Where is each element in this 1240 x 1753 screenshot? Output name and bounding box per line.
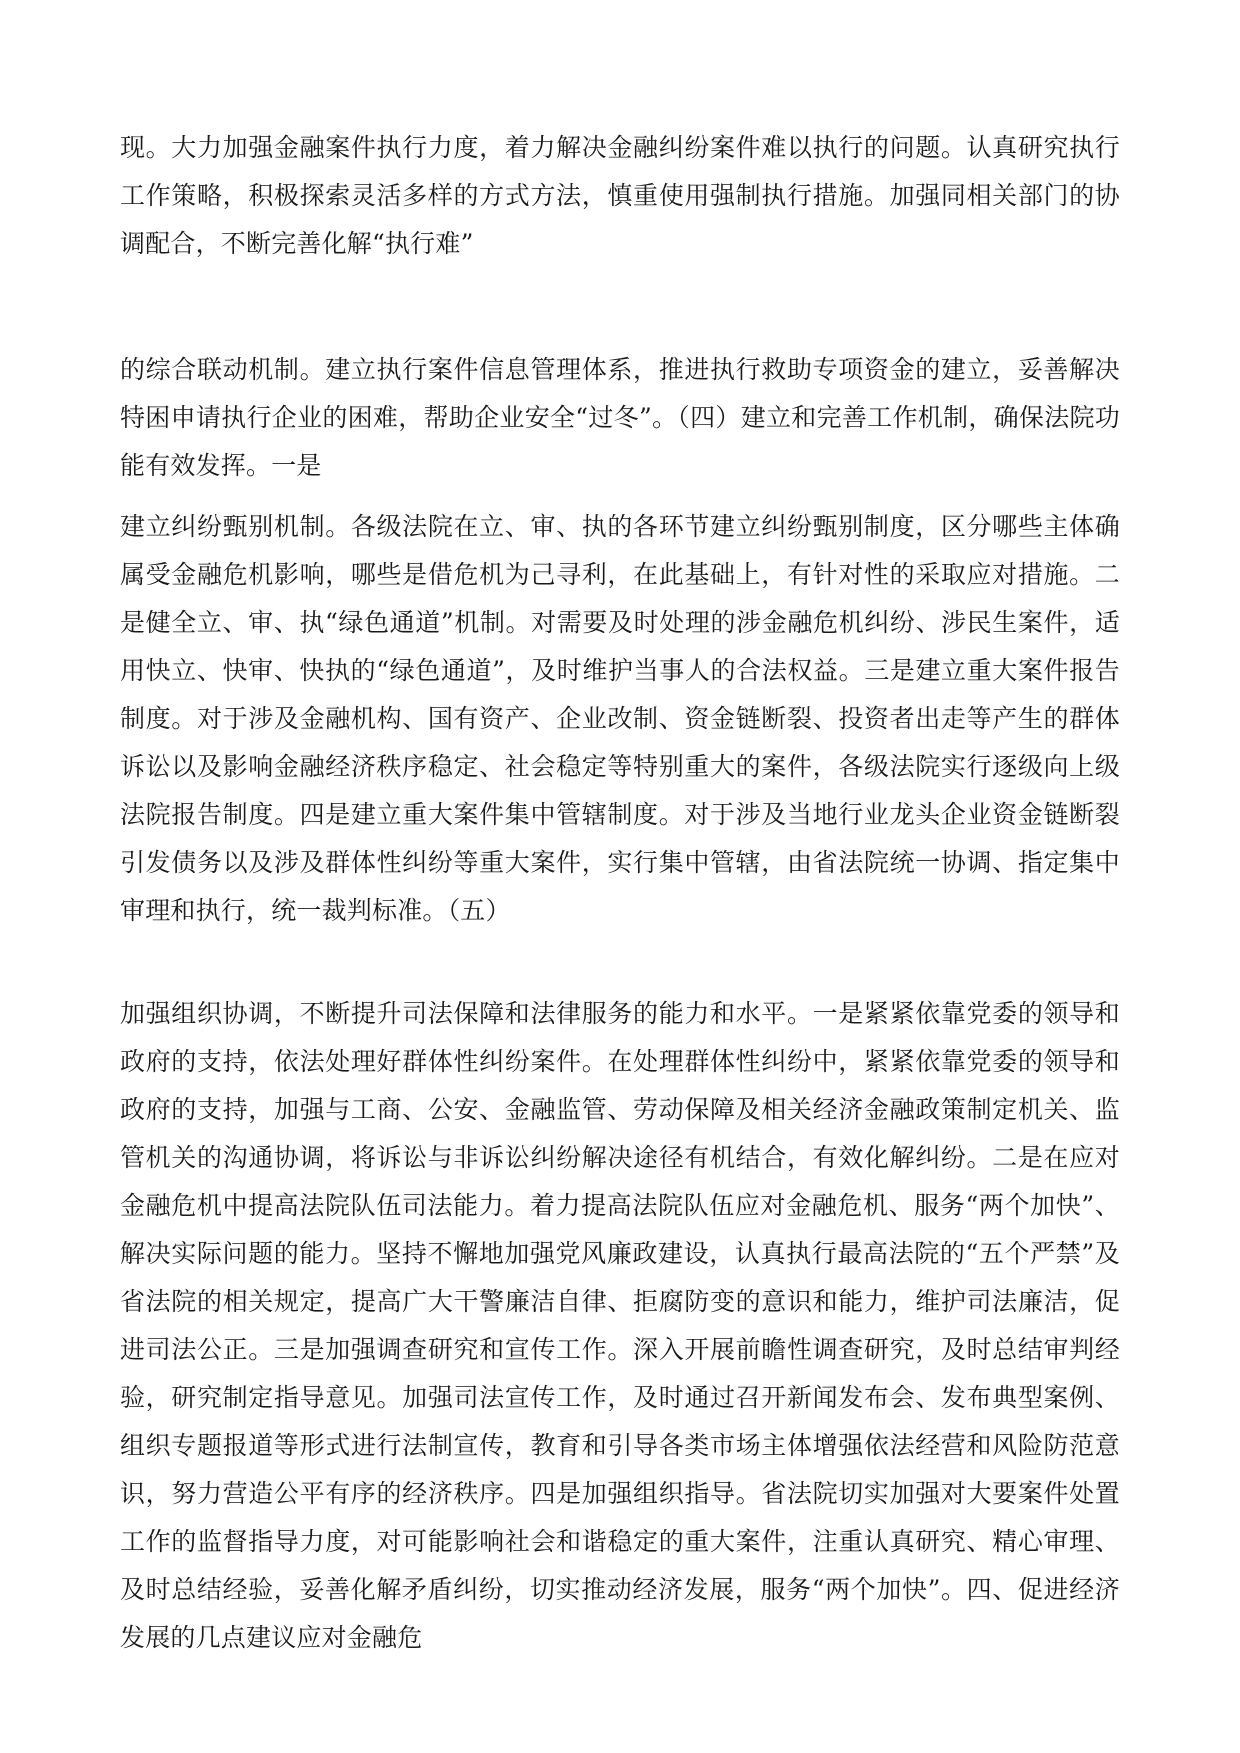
paragraph: 加强组织协调，不断提升司法保障和法律服务的能力和水平。一是紧紧依靠党委的领导和政府的支持，依法处理好群体性纠纷案件。在处理群体性纠纷中，紧紧依靠党委的领导和政府的支持，加强与工商、公安、金融监管、劳动保障及相关经济金融政策制定机关、监管机关的沟通协调，将诉讼与非诉讼纠纷解决途径有机结合，有效化解纠纷。二是在应对金融危机中提高法院队伍司法能力。着力提高法院队伍应对金融危机、服务“两个加快”、解决实际问题的能力。坚持不懈地加强党风廉政建设，认真执行最高法院的“五个严禁”及省法院的相关规定，提高广大干警廉洁自律、拒腐防变的意识和能力，维护司法廉洁，促进司法公正。三是加强调查研究和宣传工作。深入开展前瞻性调查研究，及时总结审判经验，研究制定指导意见。加强司法宣传工作，及时通过召开新闻发布会、发布典型案例、组织专题报道等形式进行法制宣传，教育和引导各类市场主体增强依法经营和风险防范意识，努力营造公平有序的经济秩序。四是加强组织指导。省法院切实加强对大要案件处置工作的监督指导力度，对可能影响社会和谐稳定的重大案件，注重认真研究、精心审理、及时总结经验，妥善化解矛盾纠纷，切实推动经济发展，服务“两个加快”。四、促进经济发展的几点建议应对金融危 <box>120 999 1120 1652</box>
paragraph: 的综合联动机制。建立执行案件信息管理体系，推进执行救助专项资金的建立，妥善解决特困申请执行企业的困难，帮助企业安全“过冬”。（四）建立和完善工作机制，确保法院功能有效发挥。一是 <box>120 355 1120 480</box>
paragraph: 现。大力加强金融案件执行力度，着力解决金融纠纷案件难以执行的问题。认真研究执行工作策略，积极探索灵活多样的方式方法，慎重使用强制执行措施。加强同相关部门的协调配合，不断完善化解“执行难” <box>120 133 1120 258</box>
paragraph: 建立纠纷甄别机制。各级法院在立、审、执的各环节建立纠纷甄别制度，区分哪些主体确属受金融危机影响，哪些是借危机为己寻利，在此基础上，有针对性的采取应对措施。二是健全立、审、执“绿色通道”机制。对需要及时处理的涉金融危机纠纷、涉民生案件，适用快立、快审、快执的“绿色通道”，及时维护当事人的合法权益。三是建立重大案件报告制度。对于涉及金融机构、国有资产、企业改制、资金链断裂、投资者出走等产生的群体诉讼以及影响金融经济秩序稳定、社会稳定等特别重大的案件，各级法院实行逐级向上级法院报告制度。四是建立重大案件集中管辖制度。对于涉及当地行业龙头企业资金链断裂引发债务以及涉及群体性纠纷等重大案件，实行集中管辖，由省法院统一协调、指定集中审理和执行，统一裁判标准。（五） <box>120 512 1120 925</box>
